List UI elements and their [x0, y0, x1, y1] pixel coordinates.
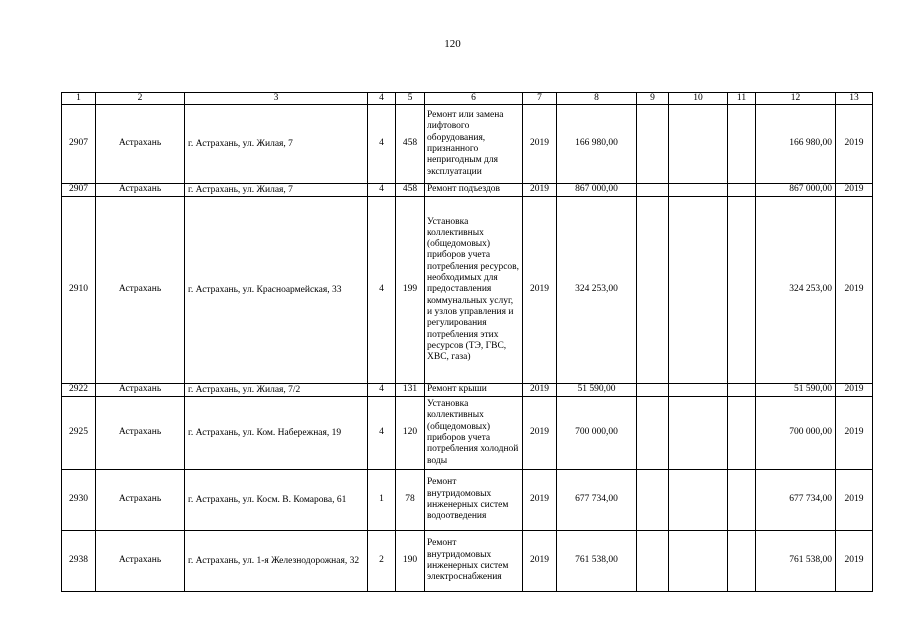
col9-cell: [637, 184, 669, 197]
table-row: [62, 105, 873, 184]
col10-cell: [669, 184, 728, 197]
col4-cell: 4: [368, 184, 396, 197]
col4-cell: 2: [368, 531, 396, 592]
header-row: [62, 93, 873, 105]
end-year-cell: 2019: [836, 531, 873, 592]
address-cell: г. Астрахань, ул. 1-я Железнодорожная, 32: [185, 531, 368, 592]
end-year-cell: 2019: [836, 384, 873, 397]
column-header: 6: [425, 93, 523, 105]
col5-cell: 78: [396, 470, 425, 531]
year-cell: 2019: [523, 184, 557, 197]
table-row: [62, 470, 873, 531]
page-number: 120: [444, 38, 461, 50]
col9-cell: [637, 470, 669, 531]
data-table: [61, 92, 873, 592]
city-cell: Астрахань: [96, 197, 185, 384]
col5-cell: 458: [396, 184, 425, 197]
column-header: 13: [836, 93, 873, 105]
col11-cell: [728, 105, 756, 184]
col4-cell: 4: [368, 397, 396, 470]
year-cell: 2019: [523, 105, 557, 184]
column-header: 10: [669, 93, 728, 105]
col5-cell: 120: [396, 397, 425, 470]
col11-cell: [728, 184, 756, 197]
record-number: 2922: [62, 384, 96, 397]
column-header: 4: [368, 93, 396, 105]
col4-cell: 4: [368, 105, 396, 184]
col4-cell: 4: [368, 384, 396, 397]
work-type-cell: Ремонт подъездов: [425, 184, 523, 197]
total-cell: 700 000,00: [756, 397, 836, 470]
amount-cell: 51 590,00: [557, 384, 637, 397]
address-cell: г. Астрахань, ул. Ком. Набережная, 19: [185, 397, 368, 470]
table-row: [62, 384, 873, 397]
record-number: 2930: [62, 470, 96, 531]
col11-cell: [728, 531, 756, 592]
total-cell: 761 538,00: [756, 531, 836, 592]
total-cell: 324 253,00: [756, 197, 836, 384]
col10-cell: [669, 105, 728, 184]
city-cell: Астрахань: [96, 105, 185, 184]
col10-cell: [669, 397, 728, 470]
col5-cell: 458: [396, 105, 425, 184]
total-cell: 867 000,00: [756, 184, 836, 197]
col4-cell: 1: [368, 470, 396, 531]
address-cell: г. Астрахань, ул. Жилая, 7: [185, 184, 368, 197]
year-cell: 2019: [523, 397, 557, 470]
end-year-cell: 2019: [836, 470, 873, 531]
table-row: [62, 531, 873, 592]
year-cell: 2019: [523, 384, 557, 397]
work-type-cell: Ремонт крыши: [425, 384, 523, 397]
amount-cell: 677 734,00: [557, 470, 637, 531]
address-cell: г. Астрахань, ул. Красноармейская, 33: [185, 197, 368, 384]
col4-cell: 4: [368, 197, 396, 384]
total-cell: 677 734,00: [756, 470, 836, 531]
col11-cell: [728, 384, 756, 397]
table-row: [62, 397, 873, 470]
col11-cell: [728, 470, 756, 531]
col10-cell: [669, 197, 728, 384]
column-header: 7: [523, 93, 557, 105]
work-type-cell: Ремонт внутридомовых инженерных систем электроснабжения: [425, 531, 523, 592]
amount-cell: 867 000,00: [557, 184, 637, 197]
record-number: 2938: [62, 531, 96, 592]
total-cell: 51 590,00: [756, 384, 836, 397]
address-cell: г. Астрахань, ул. Жилая, 7/2: [185, 384, 368, 397]
work-type-cell: Ремонт или замена лифтового оборудования, признанного непригодным для эксплуатации: [425, 105, 523, 184]
column-header: 12: [756, 93, 836, 105]
col10-cell: [669, 531, 728, 592]
column-header: 1: [62, 93, 96, 105]
city-cell: Астрахань: [96, 184, 185, 197]
city-cell: Астрахань: [96, 384, 185, 397]
column-header: 9: [637, 93, 669, 105]
amount-cell: 761 538,00: [557, 531, 637, 592]
work-type-cell: Установка коллективных (общедомовых) приборов учета потребления холодной воды: [425, 397, 523, 470]
column-header: 3: [185, 93, 368, 105]
end-year-cell: 2019: [836, 184, 873, 197]
amount-cell: 700 000,00: [557, 397, 637, 470]
year-cell: 2019: [523, 531, 557, 592]
city-cell: Астрахань: [96, 531, 185, 592]
column-header: 5: [396, 93, 425, 105]
city-cell: Астрахань: [96, 470, 185, 531]
col10-cell: [669, 470, 728, 531]
address-cell: г. Астрахань, ул. Жилая, 7: [185, 105, 368, 184]
year-cell: 2019: [523, 197, 557, 384]
total-cell: 166 980,00: [756, 105, 836, 184]
record-number: 2925: [62, 397, 96, 470]
col9-cell: [637, 397, 669, 470]
col9-cell: [637, 384, 669, 397]
work-type-cell: Установка коллективных (общедомовых) приборов учета потребления ресурсов, необходимых для предоставления коммунальных услуг, и узлов управления и регулирования потребления этих ресурсов (ТЭ, ГВС, ХВС, газа): [425, 197, 523, 384]
end-year-cell: 2019: [836, 105, 873, 184]
record-number: 2907: [62, 184, 96, 197]
work-type-cell: Ремонт внутридомовых инженерных систем водоотведения: [425, 470, 523, 531]
column-header: 8: [557, 93, 637, 105]
col10-cell: [669, 384, 728, 397]
col9-cell: [637, 531, 669, 592]
end-year-cell: 2019: [836, 397, 873, 470]
column-header: 11: [728, 93, 756, 105]
col5-cell: 190: [396, 531, 425, 592]
table-row: [62, 184, 873, 197]
col9-cell: [637, 105, 669, 184]
year-cell: 2019: [523, 470, 557, 531]
table-row: [62, 197, 873, 384]
end-year-cell: 2019: [836, 197, 873, 384]
record-number: 2910: [62, 197, 96, 384]
col5-cell: 131: [396, 384, 425, 397]
amount-cell: 166 980,00: [557, 105, 637, 184]
col11-cell: [728, 397, 756, 470]
col11-cell: [728, 197, 756, 384]
col5-cell: 199: [396, 197, 425, 384]
col9-cell: [637, 197, 669, 384]
address-cell: г. Астрахань, ул. Косм. В. Комарова, 61: [185, 470, 368, 531]
column-header: 2: [96, 93, 185, 105]
amount-cell: 324 253,00: [557, 197, 637, 384]
record-number: 2907: [62, 105, 96, 184]
city-cell: Астрахань: [96, 397, 185, 470]
